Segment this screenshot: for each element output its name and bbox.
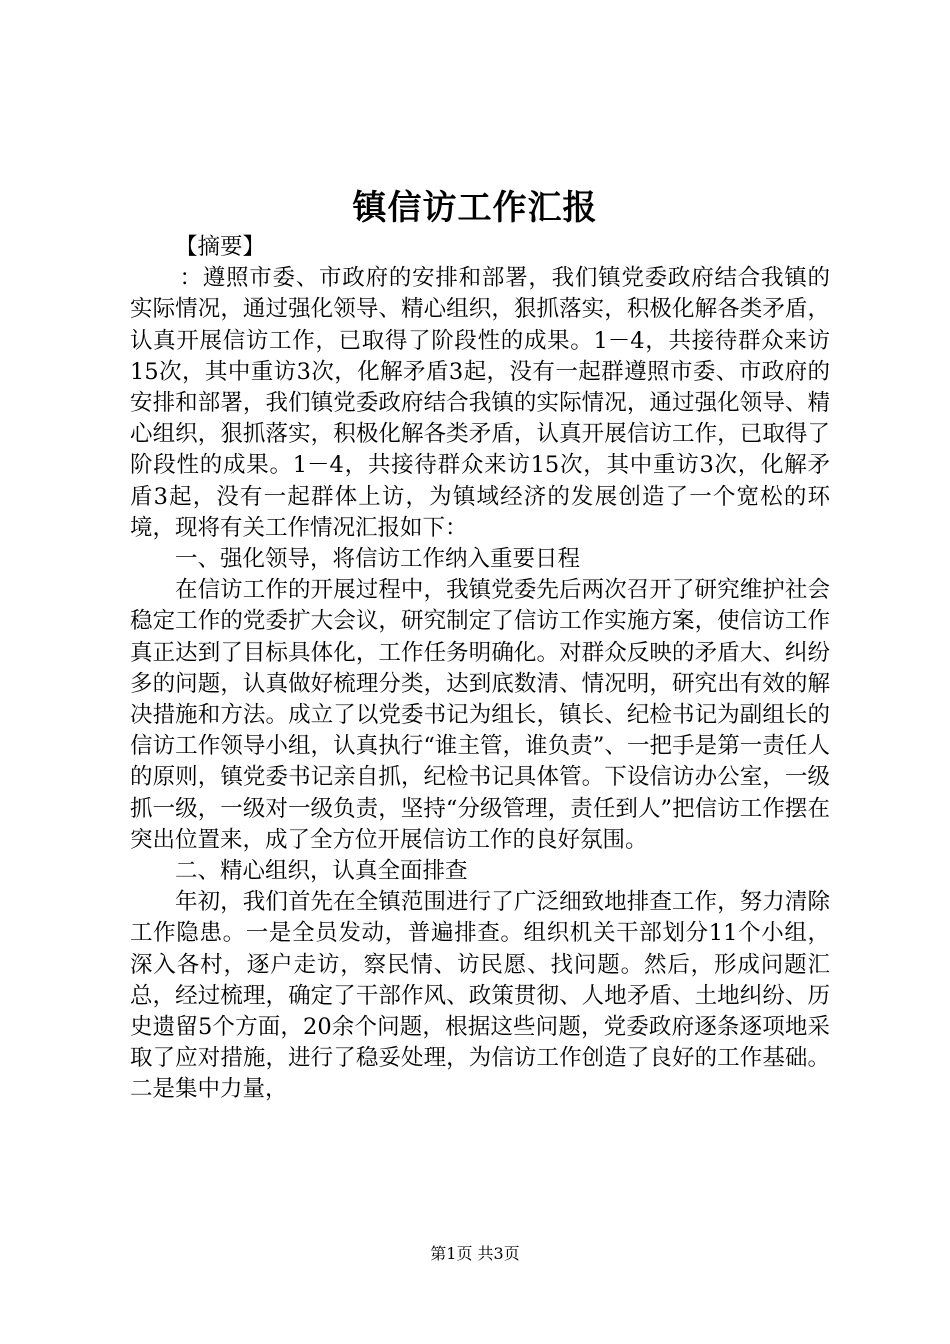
abstract-paragraph: ：遵照市委、市政府的安排和部署，我们镇党委政府结合我镇的实际情况，通过强化领导、精心组织，狠抓落实，积极化解各类矛盾，认真开展信访工作，已取得了阶段性的成果。1－4，共接待群众来访15次，其中重访3次，化解矛盾3起，没有一起群遵照市委、市政府的安排和部署，我们镇党委政府结合我镇的实际情况，通过强化领导、精心组织，狠抓落实，积极化解各类矛盾，认真开展信访工作，已取得了阶段性的成果。1－4，共接待群众来访15次，其中重访3次，化解矛盾3起，没有一起群体上访，为镇域经济的发展创造了一个宽松的环境，现将有关工作情况汇报如下：: [130, 265, 830, 541]
section-1-heading: 一、强化领导，将信访工作纳入重要日程: [175, 546, 581, 573]
section-1-paragraph: 在信访工作的开展过程中，我镇党委先后两次召开了研究维护社会稳定工作的党委扩大会议，研究制定了信访工作实施方案，使信访工作真正达到了目标具体化，工作任务明确化。对群众反映的矛盾大、纠纷多的问题，认真做好梳理分类，达到底数清、情况明，研究出有效的解决措施和方法。成立了以党委书记为组长，镇长、纪检书记为副组长的信访工作领导小组，认真执行“谁主管，谁负责”、一把手是第一责任人的原则，镇党委书记亲自抓，纪检书记具体管。下设信访办公室，一级抓一级，一级对一级负责，坚持“分级管理，责任到人”把信访工作摆在突出位置来，成了全方位开展信访工作的良好氛围。: [130, 577, 830, 853]
abstract-label: 【摘要】: [175, 234, 266, 260]
document-title: 镇信访工作汇报: [352, 188, 598, 228]
section-2-heading: 二、精心组织，认真全面排查: [175, 858, 468, 885]
section-2-paragraph: 年初，我们首先在全镇范围进行了广泛细致地排查工作，努力清除工作隐患。一是全员发动，普遍排查。组织机关干部划分11个小组，深入各村，逐户走访，察民情、访民愿、找问题。然后，形成问题汇总，经过梳理，确定了干部作风、政策贯彻、人地矛盾、土地纠纷、历史遗留5个方面，20余个问题，根据这些问题，党委政府逐条逐项地采取了应对措施，进行了稳妥处理，为信访工作创造了良好的工作基础。二是集中力量，: [130, 889, 830, 1103]
document-body: [130, 232, 830, 1106]
page-footer: 第1页 共3页: [430, 1244, 520, 1263]
